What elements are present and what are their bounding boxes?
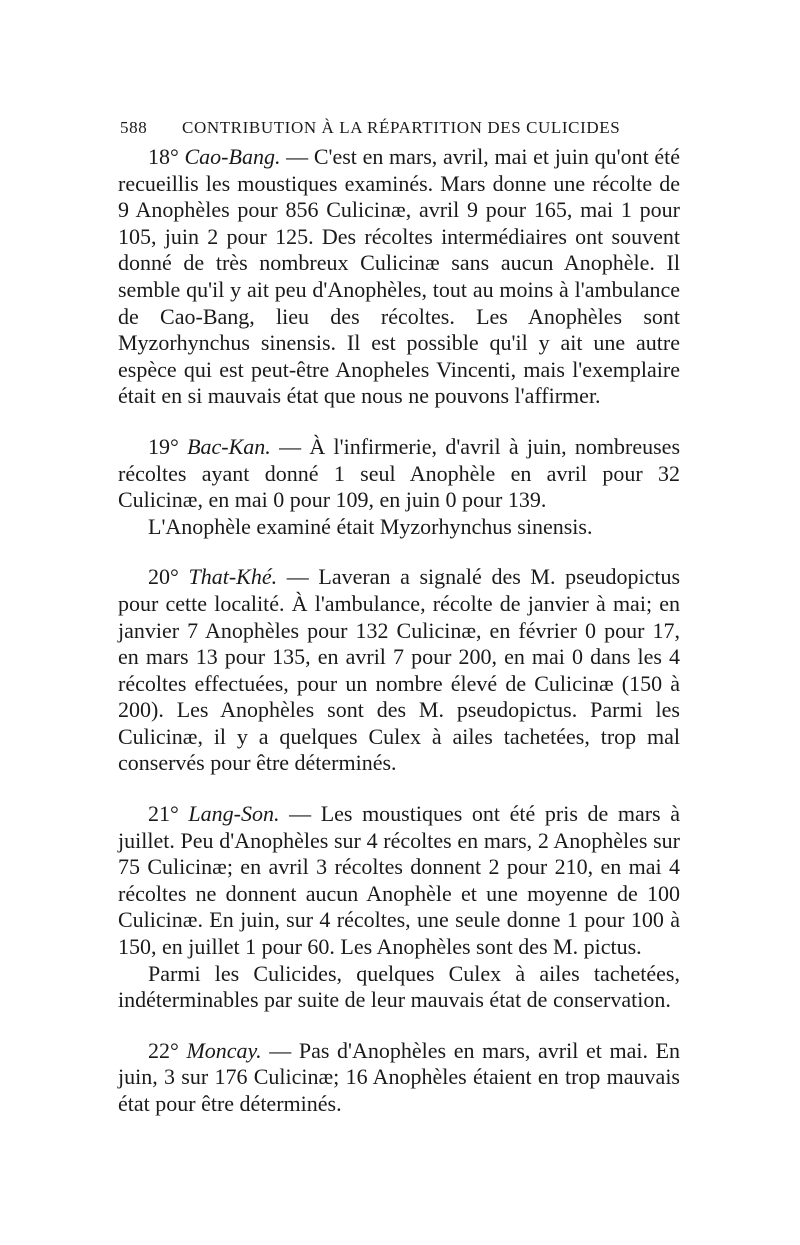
entry-number: 20° xyxy=(148,564,179,590)
paragraph-text: — À l'infirmerie, d'avril à juin, nombreuses récoltes ayant donné 1 seul Anophèle en avril pour 32 Culicinæ, en mai 0 pour 109, en juin 0 pour 139. xyxy=(118,433,681,513)
running-title: CONTRIBUTION À LA RÉPARTITION DES CULICIDES xyxy=(182,118,621,137)
entry-number: 22° xyxy=(148,1037,179,1063)
paragraph-that-khe xyxy=(118,564,680,777)
paragraph-bac-kan xyxy=(118,434,680,514)
paragraph-text: L'Anophèle examiné était Myzorhynchus sinensis. xyxy=(148,513,593,539)
paragraph-lang-son xyxy=(118,801,680,961)
paragraph-cao-bang xyxy=(118,144,680,410)
paragraph-text: Parmi les Culicides, quelques Culex à ailes tachetées, indéterminables par suite de leur mauvais état de conservation. xyxy=(118,960,680,1013)
paragraph-text: — Pas d'Anophèles en mars, avril et mai. En juin, 3 sur 176 Culicinæ; 16 Anophèles étaient en trop mauvais état pour être déterminés. xyxy=(118,1037,681,1116)
paragraph-text: — Laveran a signalé des M. pseudopictus pour cette localité. À l'ambulance, récolte de janvier à mai; en janvier 7 Anophèles pour 132 Culicinæ, en février 0 pour 17, en mars 13 pour 135, en avril 7 pour 200, en mai 0 dans les 4 récoltes effectuées, pour un nombre élevé de Culicinæ (150 à 200). Les Anophèles sont des M. pseudopictus. Parmi les Culicinæ, il y a quelques Culex à ailes tachetées, trop mal conservés pour être déterminés. xyxy=(118,564,681,776)
entry-number: 19° xyxy=(148,433,179,459)
entry-number: 18° xyxy=(148,144,179,169)
entry-number: 21° xyxy=(148,801,179,827)
body-text xyxy=(118,144,680,1118)
paragraph-lang-son-culicides xyxy=(118,961,680,1014)
place-name: Bac-Kan. xyxy=(187,433,271,459)
page-number: 588 xyxy=(120,118,148,137)
paragraph-text: — Les moustiques ont été pris de mars à juillet. Peu d'Anophèles sur 4 récoltes en mars, 2 Anophèles sur 75 Culicinæ; en avril 3 récoltes donnent 2 pour 210, en mai 4 récoltes ne donnent aucun Anophèle et une moyenne de 100 Culicinæ. En juin, sur 4 récoltes, une seule donne 1 pour 100 à 150, en juillet 1 pour 60. Les Anophèles sont des M. pictus. xyxy=(118,801,680,960)
place-name: Lang-Son. xyxy=(188,801,280,827)
paragraph-moncay xyxy=(118,1038,680,1118)
place-name: That-Khé. xyxy=(188,564,278,590)
place-name: Moncay. xyxy=(186,1037,262,1063)
paragraph-text: — C'est en mars, avril, mai et juin qu'ont été recueillis les moustiques examinés. Mars donne une récolte de 9 Anophèles pour 856 Culicinæ, avril 9 pour 165, mai 1 pour 105, juin 2 pour 125. Des récoltes intermédiaires ont souvent donné de très nombreux Culicinæ sans aucun Anophèle. Il semble qu'il y ait peu d'Anophèles, tout au moins à l'ambulance de Cao-Bang, lieu des récoltes. Les Anophèles sont Myzorhynchus sinensis. Il est possible qu'il y ait une autre espèce qui est peut-être Anopheles Vincenti, mais l'exemplaire était en si mauvais état que nous ne pouvons l'affirmer. xyxy=(118,144,681,409)
running-head xyxy=(120,118,680,138)
place-name: Cao-Bang. xyxy=(184,144,281,169)
paragraph-bac-kan-species xyxy=(118,514,680,541)
